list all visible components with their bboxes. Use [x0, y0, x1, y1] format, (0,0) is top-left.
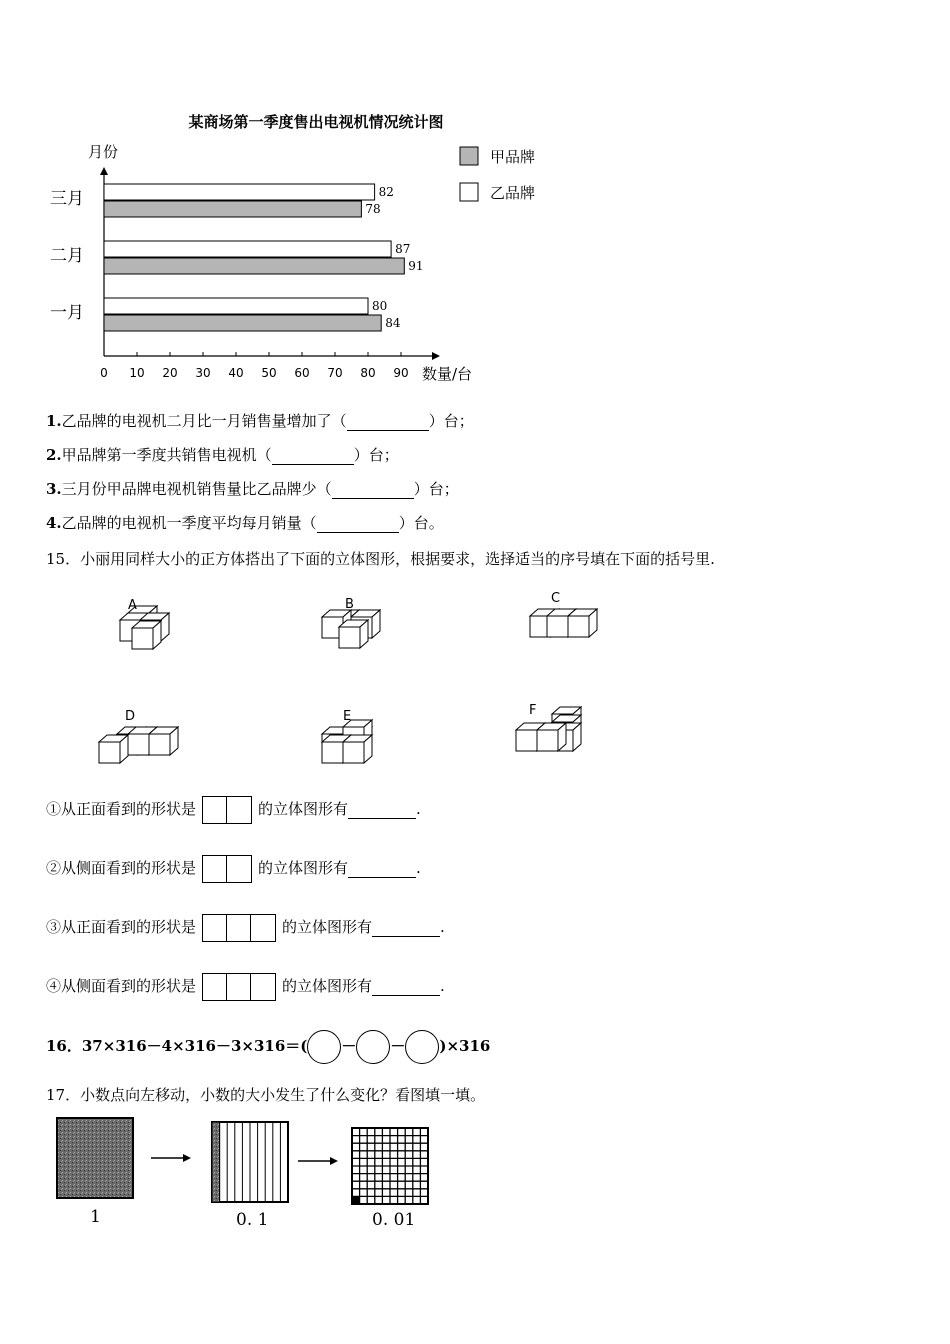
- sub-mark: ④: [46, 977, 62, 995]
- sub-tail: 的立体图形有: [258, 859, 349, 877]
- item-number: 4.: [46, 514, 62, 532]
- cube-figures: [80, 590, 620, 780]
- item-text: 乙品牌的电视机二月比一月销售量增加了（: [61, 412, 347, 430]
- item-text: 三月份甲品牌电视机销售量比乙品牌少（: [61, 480, 332, 498]
- minus-sign: －: [390, 1037, 406, 1055]
- chart-x-axis-label: 数量/台: [422, 365, 473, 383]
- answer-circle-1[interactable]: [307, 1030, 341, 1064]
- sub-lead: 从侧面看到的形状是: [61, 977, 197, 995]
- question-14-item: [46, 512, 444, 533]
- question-15-subitem: [46, 973, 445, 1001]
- chart-title: 某商场第一季度售出电视机情况统计图: [188, 113, 444, 131]
- hundredths-square: [352, 1128, 428, 1204]
- x-tick-label: 40: [228, 366, 244, 380]
- x-tick-label: 30: [195, 366, 211, 380]
- decimal-grid-figure: [50, 1112, 450, 1212]
- item-number: 1.: [46, 412, 62, 430]
- sub-end: .: [440, 977, 445, 995]
- x-tick-label: 20: [162, 366, 178, 380]
- bar: [104, 241, 391, 257]
- x-tick-label: 60: [294, 366, 310, 380]
- chart-legend: [460, 147, 535, 202]
- sub-mark: ①: [46, 800, 62, 818]
- question-16: [46, 1030, 490, 1064]
- legend-swatch: [460, 183, 478, 201]
- bar: [104, 298, 368, 314]
- question-16-num: 16．: [46, 1037, 82, 1055]
- question-14-item: [46, 478, 459, 499]
- answer-blank[interactable]: [317, 514, 399, 533]
- item-number: 3.: [46, 480, 62, 498]
- x-tick-label: 10: [129, 366, 145, 380]
- chart-bars: [104, 184, 424, 331]
- sub-tail: 的立体图形有: [282, 918, 373, 936]
- bar-value-label: 87: [395, 242, 411, 256]
- question-14-item: [46, 410, 474, 431]
- shaded-hundredth: [352, 1196, 360, 1204]
- item-text-end: ）台；: [353, 446, 399, 464]
- chart-category-labels: [50, 189, 84, 323]
- figure-label-a: A: [128, 598, 137, 613]
- x-tick-label: 50: [261, 366, 277, 380]
- question-15-subitem: [46, 796, 421, 824]
- answer-blank[interactable]: [372, 977, 440, 996]
- item-number: 2.: [46, 446, 62, 464]
- item-text-end: ）台。: [398, 514, 444, 532]
- label-tenth: 0. 1: [236, 1210, 269, 1230]
- bar: [104, 201, 361, 217]
- x-tick-label: 70: [327, 366, 343, 380]
- category-label: 二月: [50, 246, 84, 266]
- question-16-expr: 37×316－4×316－3×316＝(: [81, 1037, 308, 1055]
- x-axis-arrow-icon: [432, 352, 440, 360]
- bar-value-label: 84: [385, 316, 401, 330]
- sub-end: .: [416, 800, 421, 818]
- view-shape-icon: [202, 796, 252, 824]
- x-tick-label: 80: [360, 366, 376, 380]
- sub-mark: ③: [46, 918, 62, 936]
- chart-y-axis-label: 月份: [88, 143, 119, 161]
- figure-label-e: E: [343, 709, 352, 724]
- item-text-end: ）台；: [413, 480, 459, 498]
- figure-label-b: B: [345, 597, 354, 612]
- bar-chart: [40, 105, 560, 390]
- category-label: 三月: [50, 189, 84, 209]
- question-15-subitem: [46, 914, 445, 942]
- item-text-end: ）台；: [428, 412, 474, 430]
- answer-circle-3[interactable]: [405, 1030, 439, 1064]
- x-tick-label: 0: [100, 366, 108, 380]
- label-hundredth: 0. 01: [372, 1210, 416, 1230]
- label-one: 1: [90, 1207, 101, 1227]
- sub-end: .: [440, 918, 445, 936]
- whole-square: [57, 1118, 133, 1198]
- answer-blank[interactable]: [332, 480, 414, 499]
- view-shape-icon: [202, 973, 276, 1001]
- view-shape-icon: [202, 914, 276, 942]
- shaded-tenth: [212, 1122, 220, 1202]
- question-17-text: 17．小数点向左移动，小数的大小发生了什么变化？看图填一填。: [46, 1086, 486, 1104]
- answer-blank[interactable]: [272, 446, 354, 465]
- legend-swatch: [460, 147, 478, 165]
- x-tick-label: 90: [393, 366, 409, 380]
- view-shape-icon: [202, 855, 252, 883]
- bar-value-label: 80: [372, 299, 388, 313]
- chart-x-tick-labels: [100, 366, 408, 380]
- sub-end: .: [416, 859, 421, 877]
- arrow-icon: [151, 1154, 191, 1162]
- item-text: 甲品牌第一季度共销售电视机（: [61, 446, 272, 464]
- minus-sign: －: [341, 1037, 357, 1055]
- figure-label-d: D: [125, 709, 136, 724]
- answer-blank[interactable]: [348, 859, 416, 878]
- sub-lead: 从侧面看到的形状是: [61, 859, 197, 877]
- legend-label: 甲品牌: [490, 148, 536, 166]
- bar-value-label: 91: [408, 259, 424, 273]
- item-text: 乙品牌的电视机一季度平均每月销量（: [61, 514, 317, 532]
- answer-blank[interactable]: [347, 412, 429, 431]
- answer-blank[interactable]: [348, 800, 416, 819]
- question-15-subitem: [46, 855, 421, 883]
- y-axis-arrow-icon: [100, 167, 108, 175]
- sub-tail: 的立体图形有: [258, 800, 349, 818]
- tenths-square: [212, 1122, 288, 1202]
- arrow-icon: [298, 1157, 338, 1165]
- answer-blank[interactable]: [372, 918, 440, 937]
- question-14-item: [46, 444, 399, 465]
- answer-circle-2[interactable]: [356, 1030, 390, 1064]
- bar-value-label: 78: [365, 202, 381, 216]
- bar: [104, 184, 375, 200]
- question-16-close: )×316: [439, 1037, 491, 1055]
- sub-lead: 从正面看到的形状是: [61, 918, 197, 936]
- figure-label-c: C: [551, 591, 561, 606]
- figure-label-f: F: [529, 703, 537, 718]
- question-15-text: 15．小丽用同样大小的正方体搭出了下面的立体图形，根据要求，选择适当的序号填在下面的括号里.: [46, 550, 715, 568]
- bar-value-label: 82: [378, 185, 394, 199]
- sub-lead: 从正面看到的形状是: [61, 800, 197, 818]
- sub-mark: ②: [46, 859, 62, 877]
- category-label: 一月: [50, 303, 84, 323]
- bar: [104, 315, 381, 331]
- legend-label: 乙品牌: [490, 184, 536, 202]
- sub-tail: 的立体图形有: [282, 977, 373, 995]
- bar: [104, 258, 404, 274]
